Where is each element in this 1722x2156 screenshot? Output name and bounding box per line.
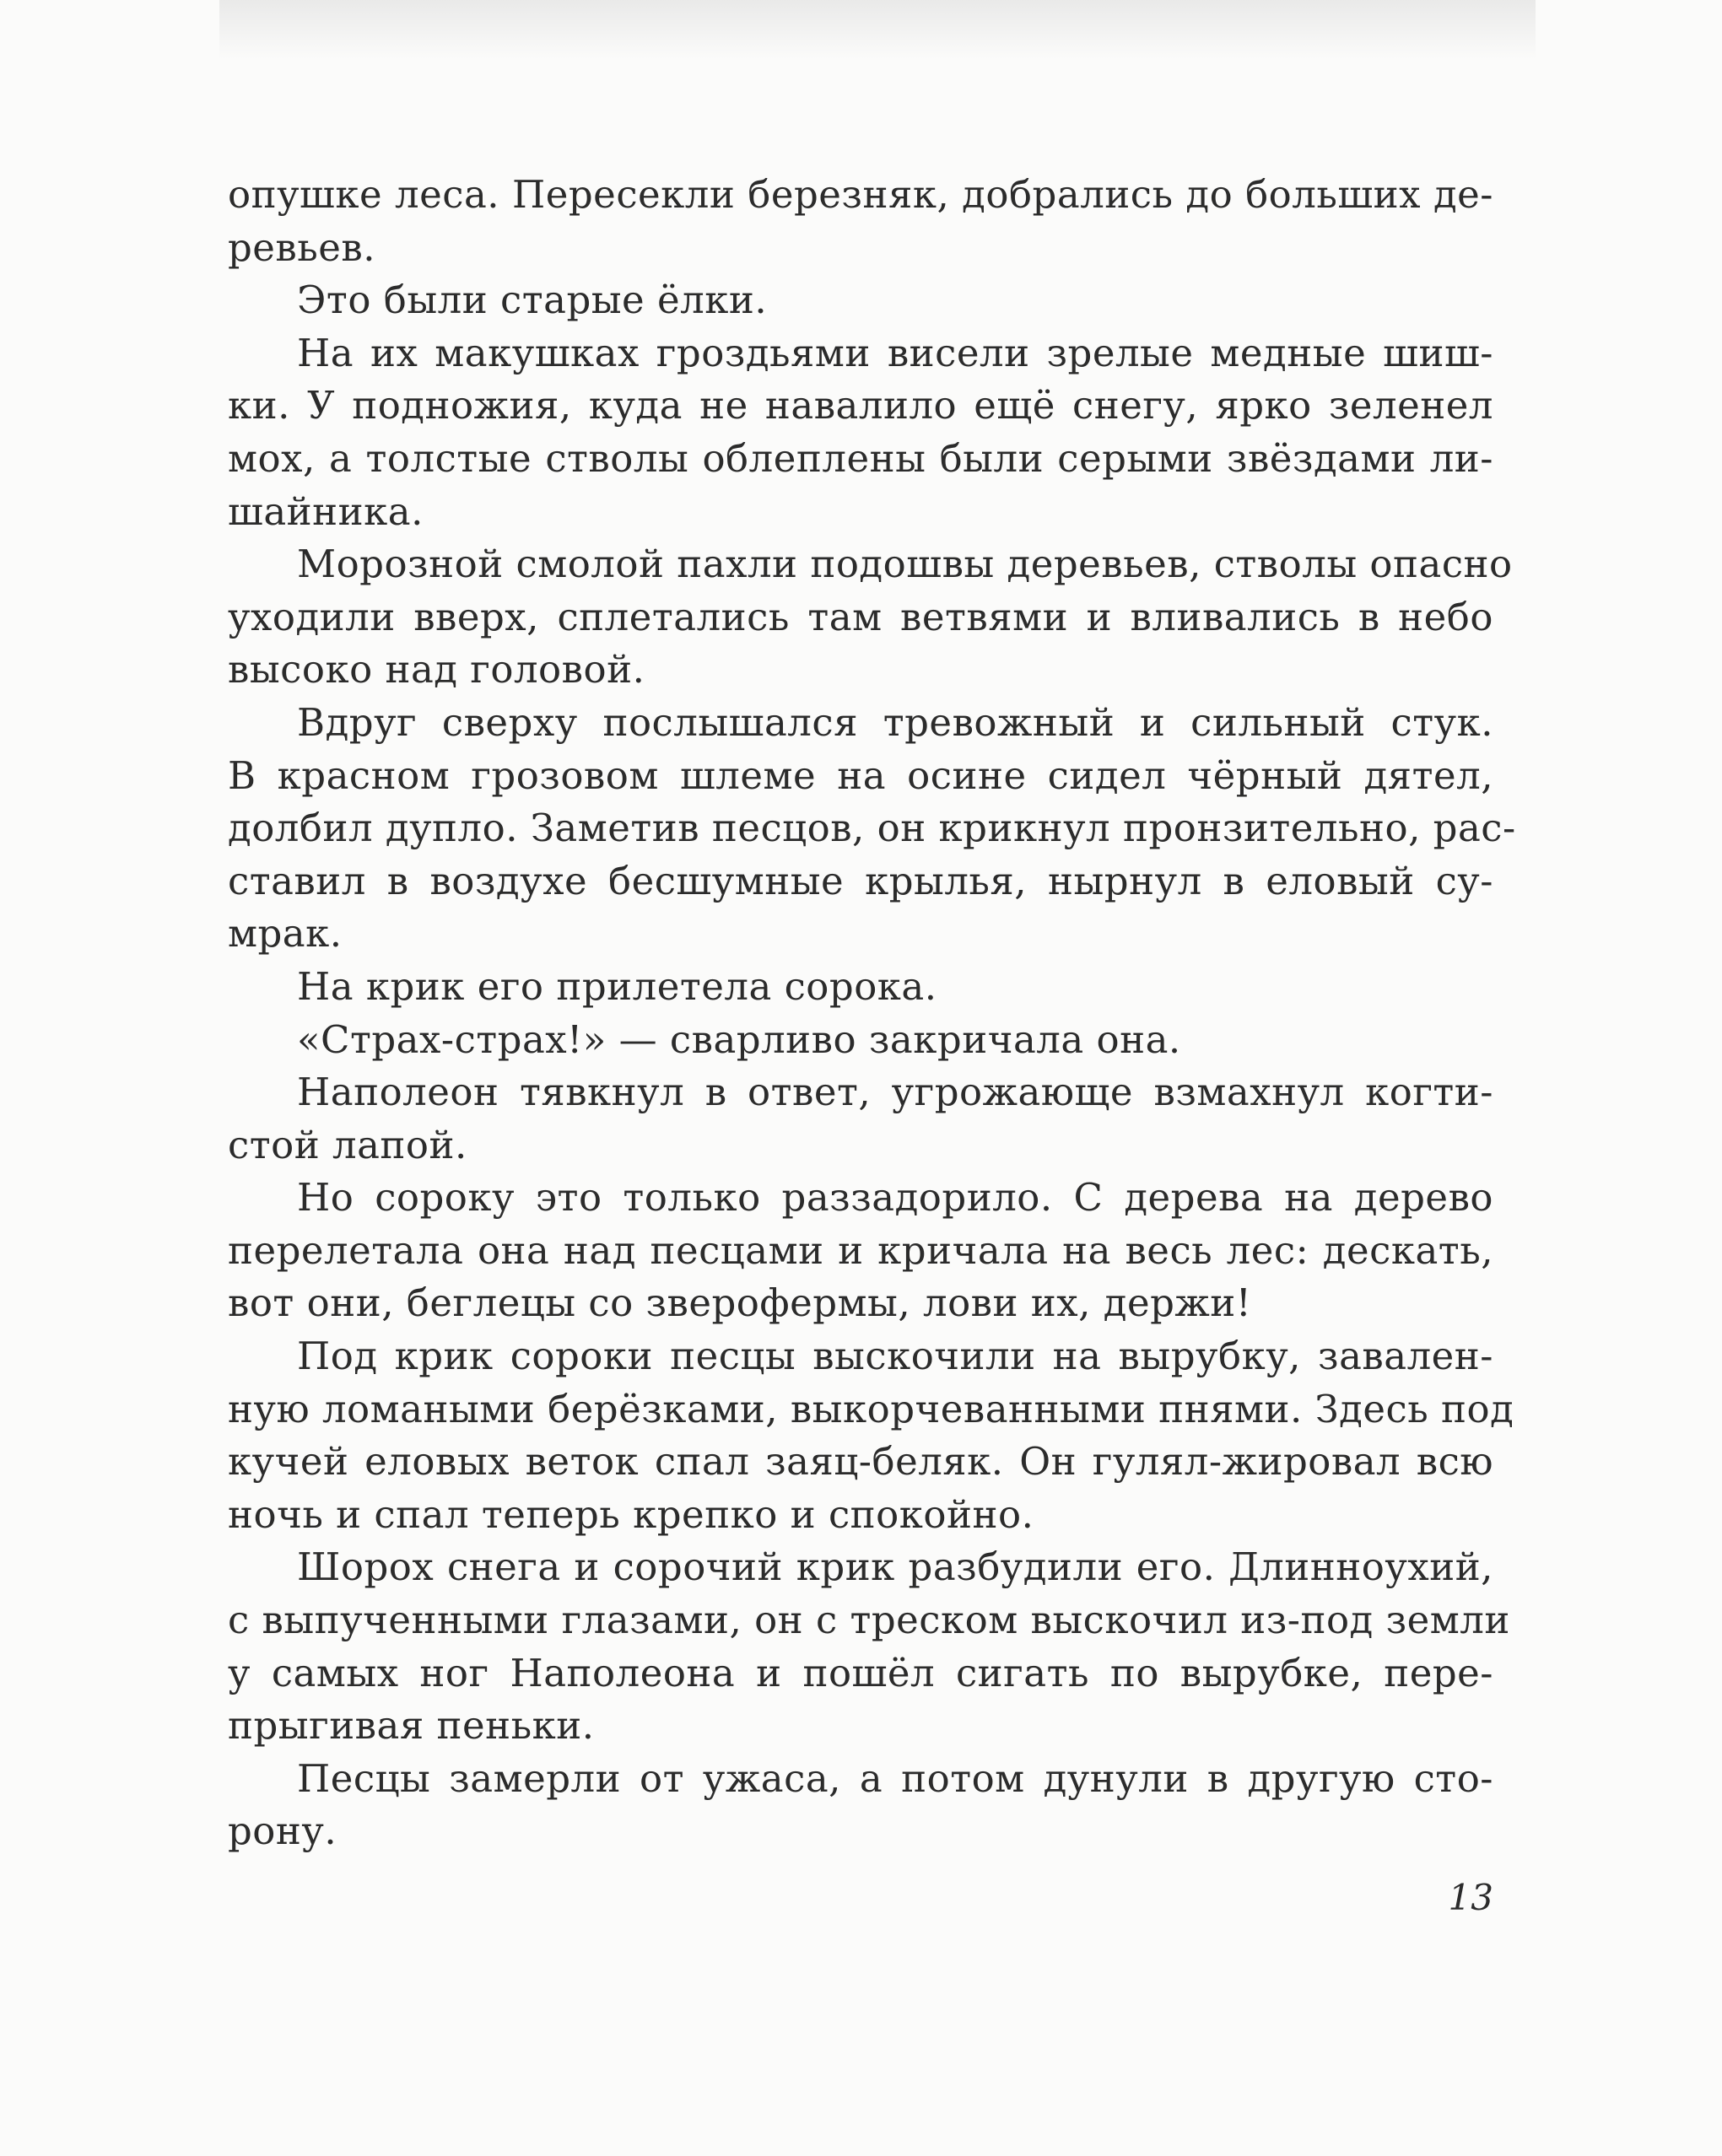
text-line: Под крик сороки песцы выскочили на вырубку, завален- bbox=[297, 1334, 1493, 1379]
text-line: у самых ног Наполеона и пошёл сигать по вырубке, пере- bbox=[228, 1650, 1493, 1695]
text-line: Это были старые ёлки. bbox=[297, 278, 768, 323]
text-line: мох, а толстые стволы облеплены были серыми звёздами ли- bbox=[228, 435, 1493, 481]
text-line: Наполеон тявкнул в ответ, угрожающе взмахнул когти- bbox=[297, 1070, 1493, 1115]
page-number: 13 bbox=[1448, 1877, 1493, 1918]
text-line: с выпученными глазами, он с треском выскочил из-под земли bbox=[228, 1598, 1510, 1643]
text-line: Шорох снега и сорочий крик разбудили его. Длинноухий, bbox=[297, 1544, 1493, 1590]
text-line: ставил в воздухе бесшумные крылья, нырнул в еловый су- bbox=[228, 858, 1493, 903]
text-line: опушке леса. Пересекли березняк, добрались до больших де- bbox=[228, 172, 1493, 217]
text-line: вот они, беглецы со зверофермы, лови их, держи! bbox=[228, 1280, 1252, 1326]
text-line: «Страх-страх!» — сварливо закричала она. bbox=[297, 1016, 1181, 1062]
text-line: Морозной смолой пахли подошвы деревьев, стволы опасно bbox=[297, 542, 1513, 587]
scan-shadow bbox=[219, 0, 1536, 59]
text-line: стой лапой. bbox=[228, 1122, 467, 1167]
text-line: прыгивая пеньки. bbox=[228, 1703, 595, 1749]
text-line: высоко над головой. bbox=[228, 647, 645, 693]
text-line: ночь и спал теперь крепко и спокойно. bbox=[228, 1491, 1034, 1537]
text-line: ревьев. bbox=[228, 224, 376, 270]
text-line: рону. bbox=[228, 1808, 337, 1854]
text-line: ки. У подножия, куда не навалило ещё снегу, ярко зеленел bbox=[228, 383, 1493, 429]
text-line: шайника. bbox=[228, 488, 424, 534]
text-line: В красном грозовом шлеме на осине сидел чёрный дятел, bbox=[228, 752, 1493, 798]
text-line: На крик его прилетела сорока. bbox=[297, 963, 937, 1009]
text-line: перелетала она над песцами и кричала на весь лес: дескать, bbox=[228, 1227, 1493, 1273]
body-text bbox=[228, 169, 1516, 1858]
text-line: ную ломаными берёзками, выкорчеванными пнями. Здесь под bbox=[228, 1386, 1514, 1431]
text-line: Но сороку это только раззадорило. С дерева на дерево bbox=[297, 1175, 1493, 1221]
text-line: На их макушках гроздьями висели зрелые медные шиш- bbox=[297, 330, 1493, 375]
text-line: уходили вверх, сплетались там ветвями и вливались в небо bbox=[228, 594, 1493, 639]
text-line: Вдруг сверху послышался тревожный и сильный стук. bbox=[297, 699, 1493, 745]
text-line: Песцы замерли от ужаса, а потом дунули в другую сто- bbox=[297, 1755, 1493, 1801]
text-line: мрак. bbox=[228, 911, 343, 957]
text-line: долбил дупло. Заметив песцов, он крикнул пронзительно, рас- bbox=[228, 806, 1516, 851]
text-line: кучей еловых веток спал заяц-беляк. Он гулял-жировал всю bbox=[228, 1439, 1493, 1485]
